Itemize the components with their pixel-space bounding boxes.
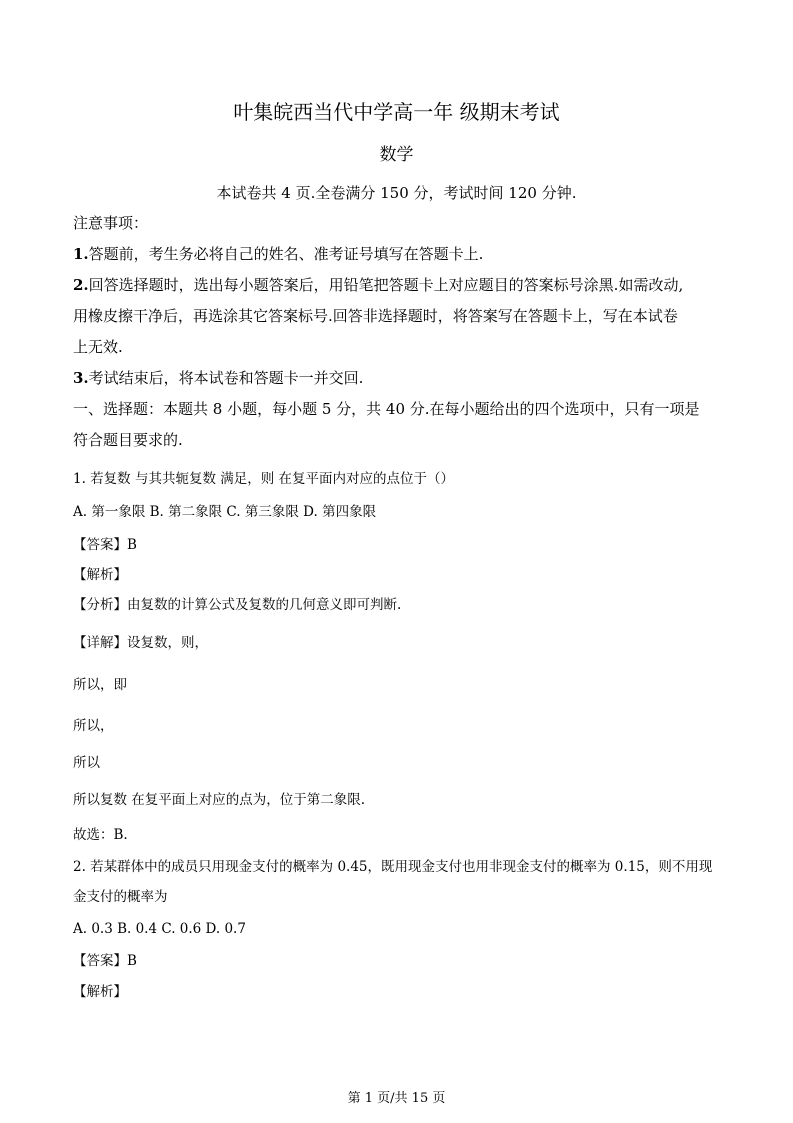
note-text: 回答选择题时，选出每小题答案后，用铅笔把答题卡上对应题目的答案标号涂黑.如需改动,: [88, 276, 684, 294]
note-item-1: [73, 244, 483, 264]
note-text: 答题前，考生务必将自己的姓名、准考证号填写在答题卡上.: [88, 245, 484, 263]
q1-choose: 故选：B.: [73, 827, 128, 843]
q2-options: A. 0.3 B. 0.4 C. 0.6 D. 0.7: [73, 921, 246, 937]
note-item-2-end: 上无效.: [73, 338, 123, 356]
q2-stem-cont: 金支付的概率为: [73, 889, 168, 905]
section-heading: 一、选择题：本题共 8 小题，每小题 5 分，共 40 分.在每小题给出的四个选项中，只有一项是: [73, 400, 700, 418]
q1-analysis-label: 【解析】: [73, 567, 127, 583]
q1-step-4: 所以复数 在复平面上对应的点为，位于第二象限.: [73, 792, 366, 808]
q2-stem: 2. 若某群体中的成员只用现金支付的概率为 0.45，既用现金支付也用非现金支付的概率为 0.15，则不用现: [73, 859, 713, 875]
q1-stem: 1. 若复数 与其共轭复数 满足，则 在复平面内对应的点位于（）: [73, 471, 455, 487]
q1-step-2: 所以，: [73, 718, 114, 734]
section-heading-cont: 符合题目要求的.: [73, 431, 183, 449]
q1-answer: 【答案】B: [73, 537, 137, 553]
notes-heading: 注意事项：: [73, 214, 149, 232]
page-footer: 第 1 页/共 15 页: [347, 1091, 446, 1106]
q1-step-1: 所以，即: [73, 677, 127, 693]
q2-answer: 【答案】B: [73, 953, 137, 969]
note-number: 3.: [73, 369, 89, 387]
note-item-2-cont: 用橡皮擦干净后，再选涂其它答案标号.回答非选择题时，将答案写在答题卡上，写在本试卷: [73, 307, 678, 325]
q1-step-3: 所以: [73, 755, 100, 771]
subject-title: 数学: [379, 145, 414, 165]
q1-detail: 【详解】设复数，则，: [73, 635, 208, 651]
note-number: 1.: [73, 245, 89, 263]
note-number: 2.: [73, 276, 89, 294]
exam-title: 叶集皖西当代中学高一年 级期末考试: [233, 100, 560, 124]
q2-analysis-label: 【解析】: [73, 984, 127, 1000]
note-item-3: [73, 368, 363, 388]
note-text: 考试结束后，将本试卷和答题卡一并交回.: [88, 369, 364, 387]
exam-info: 本试卷共 4 页.全卷满分 150 分，考试时间 120 分钟.: [216, 184, 577, 202]
q1-fenxi: 【分析】由复数的计算公式及复数的几何意义即可判断.: [73, 597, 402, 613]
q1-options: A. 第一象限 B. 第二象限 C. 第三象限 D. 第四象限: [73, 504, 377, 520]
note-item-2: [73, 275, 683, 295]
